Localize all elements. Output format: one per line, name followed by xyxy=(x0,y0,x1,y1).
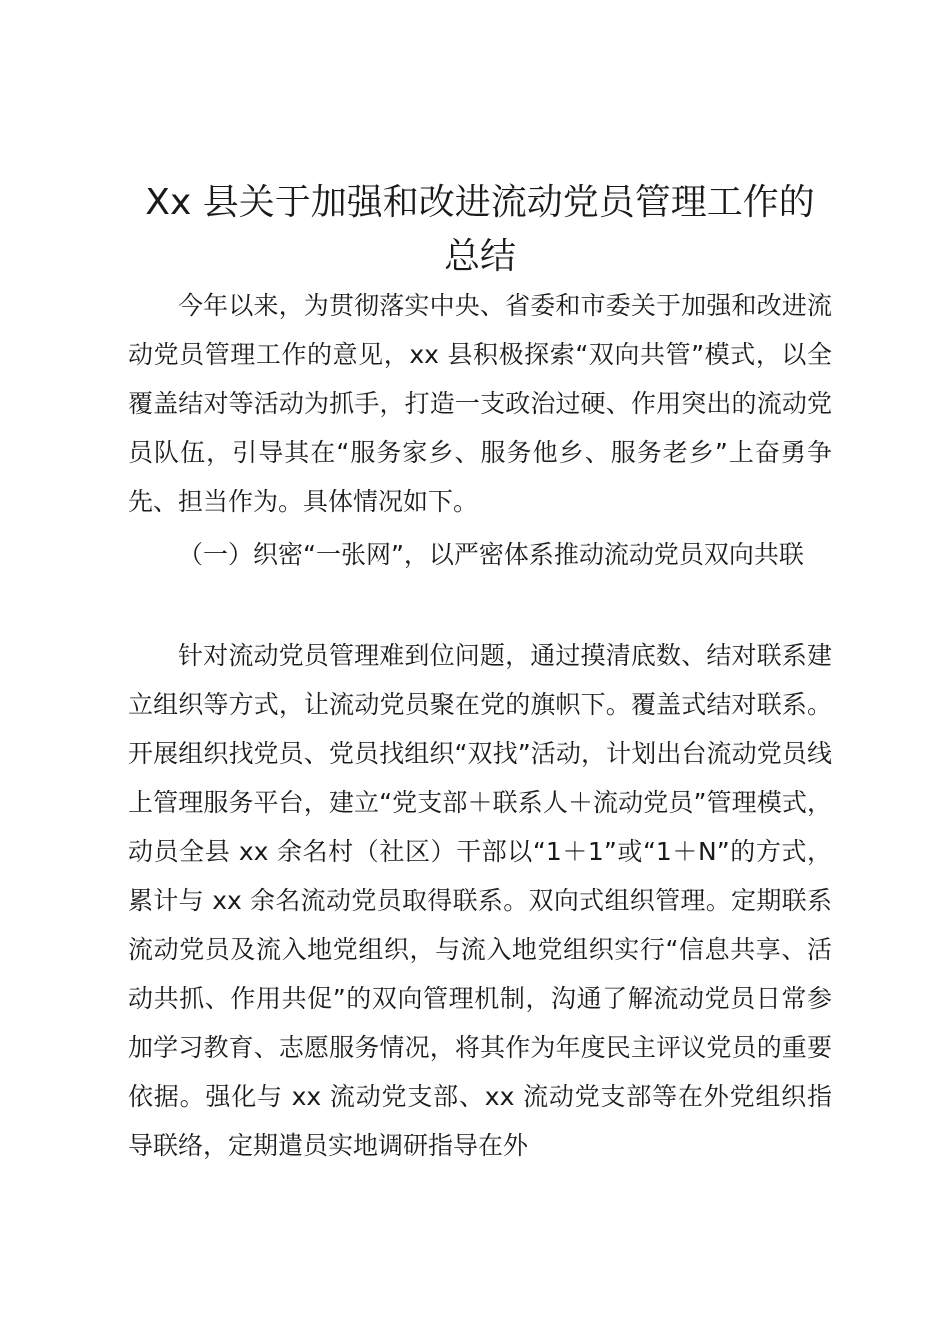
section-heading: （一）织密“一张网”，以严密体系推动流动党员双向共联 xyxy=(178,540,804,569)
document-title: Xx 县关于加强和改进流动党员管理工作的总结 xyxy=(145,182,815,277)
section-body-paragraph: 针对流动党员管理难到位问题，通过摸清底数、结对联系建立组织等方式，让流动党员聚在党的旗帜下。覆盖式结对联系。开展组织找党员、党员找组织“双找”活动，计划出台流动党员线上管理服务平台，建立“党支部＋联系人＋流动党员”管理模式，动员全县 xx 余名村（社区）干部以“1＋1”或“1＋N”的方式，累计与 xx 余名流动党员取得联系。双向式组织管理。定期联系流动党员及流入地党组织，与流入地党组织实行“信息共享、活动共抓、作用共促”的双向管理机制，沟通了解流动党员日常参加学习教育、志愿服务情况，将其作为年度民主评议党员的重要依据。强化与 xx 流动党支部、xx 流动党支部等在外党组织指导联络，定期遣员实地调研指导在外 xyxy=(128,641,832,1160)
intro-paragraph: 今年以来，为贯彻落实中央、省委和市委关于加强和改进流动党员管理工作的意见，xx 县积极探索“双向共管”模式，以全覆盖结对等活动为抓手，打造一支政治过硬、作用突出的流动党员队伍，引导其在“服务家乡、服务他乡、服务老乡”上奋勇争先、担当作为。具体情况如下。 xyxy=(128,291,832,516)
